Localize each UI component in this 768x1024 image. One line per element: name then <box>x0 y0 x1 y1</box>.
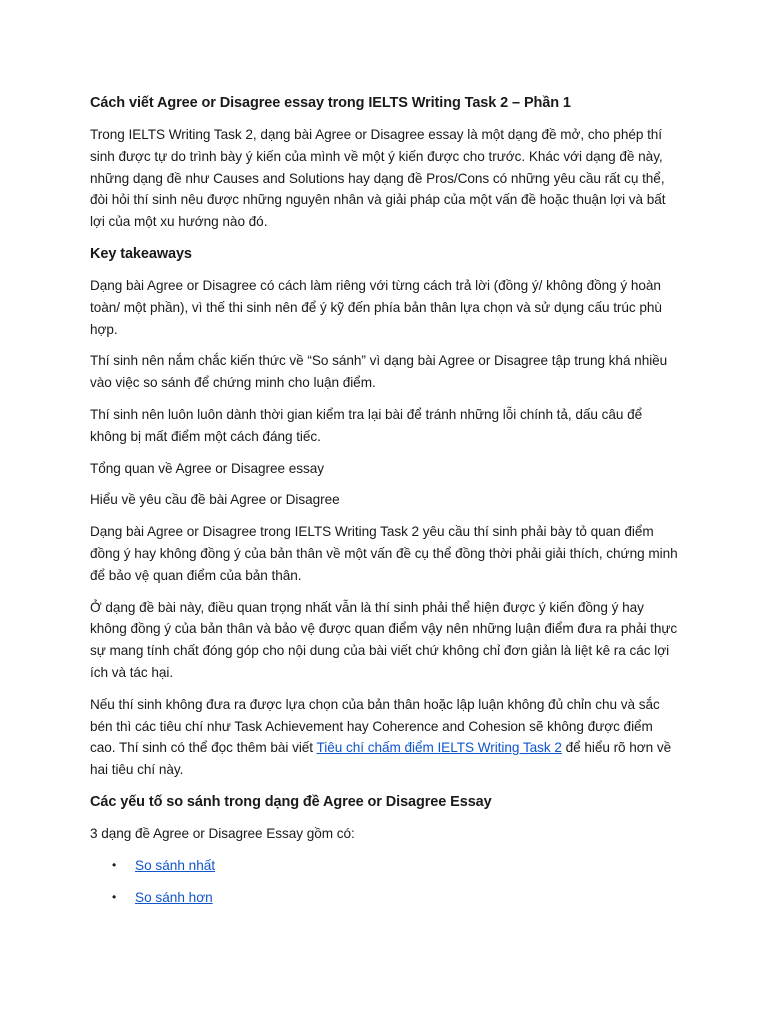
list-item <box>90 855 678 877</box>
takeaway-paragraph: Dạng bài Agree or Disagree có cách làm riêng với từng cách trả lời (đồng ý/ không đồng ý hoàn toàn/ một phần), vì thế thi sinh nên để ý kỹ đến phía bản thân lựa chọn và sử dụng cấu trúc phù hợp. <box>90 277 662 337</box>
takeaway-paragraph: Thí sinh nên luôn luôn dành thời gian kiểm tra lại bài để tránh những lỗi chính tả, dấu câu để không bị mất điểm một cách đáng tiếc. <box>90 406 643 444</box>
bullet-icon: • <box>112 857 117 872</box>
comparative-link[interactable]: So sánh hơn <box>135 889 213 905</box>
requirement-heading: Hiểu về yêu cầu đề bài Agree or Disagree <box>90 492 340 508</box>
superlative-link[interactable]: So sánh nhất <box>135 857 216 873</box>
body-paragraph-with-link <box>90 694 678 781</box>
intro-paragraph: Trong IELTS Writing Task 2, dạng bài Agree or Disagree essay là một dạng đề mở, cho phép thí sinh được tự do trình bày ý kiến của mình về một ý kiến được cho trước. Khác với dạng đề này, những dạng đề như Causes and Solutions hay dạng đề Pros/Cons có những yêu cầu rất cụ thể, đòi hỏi thí sinh nêu được những nguyên nhân và giải pháp của một vấn đề hoặc thuận lợi và bất lợi của một xu hướng nào đó. <box>90 127 666 230</box>
takeaway-paragraph: Thí sinh nên nắm chắc kiến thức về “So sánh” vì dạng bài Agree or Disagree tập trung khá nhiều vào việc so sánh để chứng minh cho luận điểm. <box>90 353 668 391</box>
body-paragraph: Ở dạng đề bài này, điều quan trọng nhất vẫn là thí sinh phải thể hiện được ý kiến đồng ý hay không đồng ý của bản thân và bảo vệ được quan điểm vậy nên những luận điểm đưa ra phải thực sự mang tính chất đóng góp cho nội dung của bài viết chứ không chỉ đơn giản là liệt kê ra các lợi ích và tác hại. <box>90 599 678 680</box>
bullet-icon: • <box>112 889 117 904</box>
comparison-list <box>90 855 678 909</box>
document-title: Cách viết Agree or Disagree essay trong IELTS Writing Task 2 – Phần 1 <box>90 95 571 111</box>
list-item <box>90 887 678 909</box>
body-paragraph: Dạng bài Agree or Disagree trong IELTS Writing Task 2 yêu cầu thí sinh phải bày tỏ quan điểm đồng ý hay không đồng ý của bản thân về một vấn đề cụ thể đồng thời phải giải thích, chứng minh để bảo vệ quan điểm của bản thân. <box>90 524 678 583</box>
writing-task-2-criteria-link[interactable]: Tiêu chí chấm điểm IELTS Writing Task 2 <box>316 740 562 756</box>
paragraph-text: Nếu thí sinh không đưa ra được lựa chọn của bản thân hoặc lập luận không đủ chỉn chu và sắc bén thì các tiêu chí như Task Achievement hay Coherence and Cohesion sẽ không được điểm cao. Thí sinh có thể đọc thêm bài viết <box>90 696 660 756</box>
overview-heading: Tổng quan về Agree or Disagree essay <box>90 460 324 476</box>
comparison-lead: 3 dạng đề Agree or Disagree Essay gồm có: <box>90 825 355 841</box>
comparison-heading: Các yếu tố so sánh trong dạng đề Agree or Disagree Essay <box>90 793 492 810</box>
paragraph-text: để hiểu rõ hơn về hai tiêu chí này. <box>90 740 672 778</box>
key-takeaways-heading: Key takeaways <box>90 245 192 262</box>
